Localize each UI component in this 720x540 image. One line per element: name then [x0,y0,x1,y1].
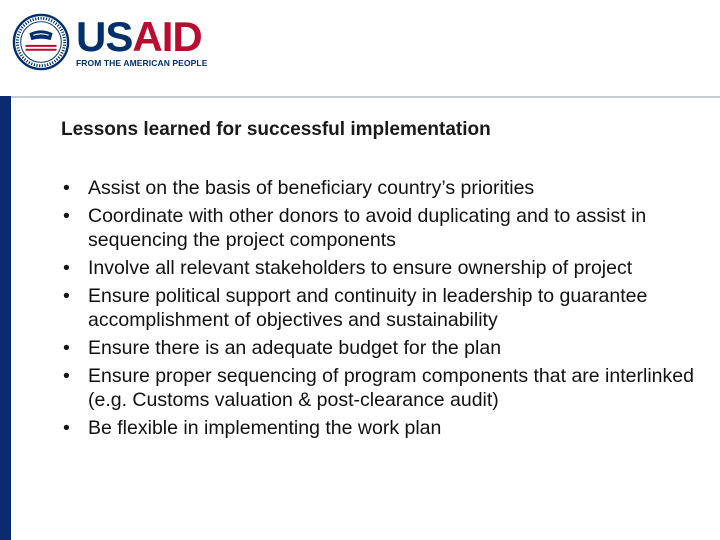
header-divider [11,96,720,98]
usaid-seal-icon [12,13,70,71]
slide-title: Lessons learned for successful implementation [61,119,491,140]
bullet-text: Coordinate with other donors to avoid duplicating and to assist in sequencing the project components [88,205,647,251]
bullet-item [61,256,701,280]
bullet-marker: • [63,337,70,359]
bullet-item [61,204,701,252]
brand-name [76,12,207,60]
bullet-marker: • [63,285,70,307]
brand-aid: AID [132,12,202,60]
bullet-text: Be flexible in implementing the work plan [88,417,442,439]
bullet-list [61,176,701,444]
brand-us: US [76,12,133,60]
brand-tagline: FROM THE AMERICAN PEOPLE [76,57,208,68]
bullet-item [61,364,701,412]
bullet-marker: • [63,205,70,227]
bullet-item [61,284,701,332]
usaid-logo [12,12,207,72]
bullet-marker: • [63,177,70,199]
bullet-text: Ensure there is an adequate budget for the plan [88,337,502,359]
bullet-text: Assist on the basis of beneficiary country’s priorities [88,177,535,199]
left-accent-bar [0,96,11,540]
bullet-item [61,176,701,200]
bullet-text: Involve all relevant stakeholders to ensure ownership of project [88,257,633,279]
bullet-text: Ensure proper sequencing of program components that are interlinked (e.g. Customs valuation & post-clearance audit) [88,365,694,411]
bullet-marker: • [63,257,70,279]
bullet-item [61,336,701,360]
bullet-item [61,416,701,440]
bullet-marker: • [63,365,70,387]
bullet-marker: • [63,417,70,439]
bullet-text: Ensure political support and continuity in leadership to guarantee accomplishment of objectives and sustainability [88,285,648,331]
